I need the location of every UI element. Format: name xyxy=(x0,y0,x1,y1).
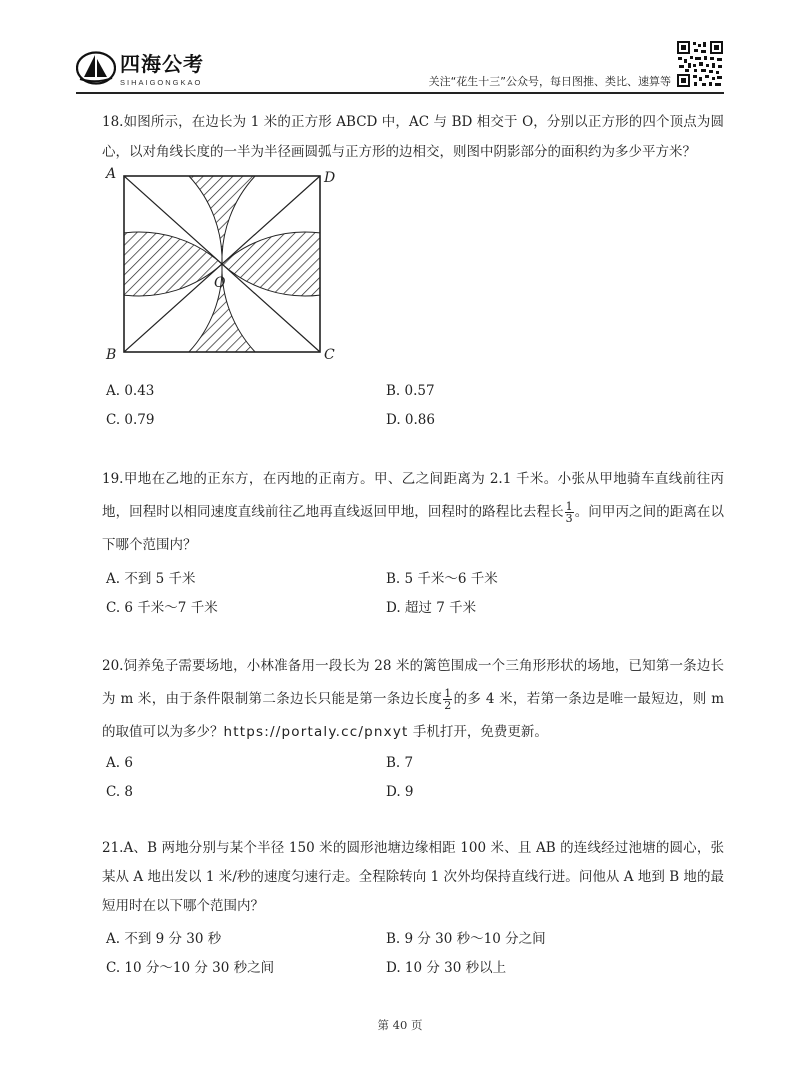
question-18 xyxy=(102,107,724,167)
option-c[interactable]: C. 0.79 xyxy=(106,411,155,428)
brand-pinyin: SIHAIGONGKAO xyxy=(120,78,203,87)
option-a[interactable]: A. 0.43 xyxy=(106,382,155,399)
option-b[interactable]: B. 0.57 xyxy=(386,382,435,399)
square-arcs-figure xyxy=(104,166,336,366)
page-number: 第 40 页 xyxy=(377,1018,423,1032)
question-number: 19. xyxy=(102,471,124,487)
fraction: $\frac{1}{2}$ xyxy=(444,687,452,712)
question-text-cont: 的多 4 米，若第一条边是唯一最短边，则 m 的取值可以为多少？ xyxy=(102,691,725,740)
option-a[interactable]: A. 不到 9 分 30 秒 xyxy=(106,930,222,947)
option-c[interactable]: C. 6 千米～7 千米 xyxy=(106,599,218,616)
option-c[interactable]: C. 10 分～10 分 30 秒之间 xyxy=(106,959,275,976)
label-b: B xyxy=(106,347,117,363)
header-slogan: 关注“花生十三”公众号，每日图推、类比、速算等 xyxy=(428,75,671,88)
option-d[interactable]: D. 10 分 30 秒以上 xyxy=(386,959,507,976)
qr-code-icon xyxy=(676,40,724,88)
options-19 xyxy=(106,562,666,620)
option-d[interactable]: D. 超过 7 千米 xyxy=(386,599,477,616)
question-number: 21. xyxy=(102,840,124,856)
brand-logo xyxy=(76,48,204,87)
option-a[interactable]: A. 6 xyxy=(106,754,133,771)
option-b[interactable]: B. 7 xyxy=(386,754,414,771)
label-c: C xyxy=(324,347,335,363)
options-20 xyxy=(106,748,666,806)
option-b[interactable]: B. 9 分 30 秒～10 分之间 xyxy=(386,930,546,947)
update-link[interactable]: https://portaly.cc/pnxyt xyxy=(223,724,409,740)
question-text: A、B 两地分别与某个半径 150 米的圆形池塘边缘相距 100 米、且 AB 的连线经过池塘的圆心，张某从 A 地出发以 1 米/秒的速度匀速行走。全程除转向 1 次外均保持直线行进。问他从 A 地到 B 地的最短用时在以下哪个范围内？ xyxy=(102,840,724,914)
question-text-cont: 。问甲丙之间的距离在以下哪个范围内？ xyxy=(102,504,725,553)
question-text: 甲地在乙地的正东方，在丙地的正南方。甲、乙之间距离为 2.1 千米。小张从甲地骑车直线前往丙地，回程时以相同速度直线前往乙地再直线返回甲地，回程时的路程比去程长 xyxy=(102,471,724,520)
label-d: D xyxy=(324,170,336,186)
question-number: 18. xyxy=(102,114,124,130)
option-c[interactable]: C. 8 xyxy=(106,783,134,800)
option-d[interactable]: D. 9 xyxy=(386,783,414,800)
question-text: 如图所示，在边长为 1 米的正方形 ABCD 中，AC 与 BD 相交于 O，分别以正方形的四个顶点为圆心，以对角线长度的一半为半径画圆弧与正方形的边相交，则图中阴影部分的面积约为多少平方米？ xyxy=(102,114,724,160)
label-a: A xyxy=(106,166,117,182)
option-a[interactable]: A. 不到 5 千米 xyxy=(106,570,196,587)
shaded-petal-left xyxy=(124,232,222,296)
options-18 xyxy=(106,376,666,434)
link-note: 手机打开，免费更新。 xyxy=(408,724,548,740)
option-d[interactable]: D. 0.86 xyxy=(386,411,435,428)
brand-name: 四海公考 xyxy=(120,52,204,76)
question-19 xyxy=(102,463,724,562)
question-20 xyxy=(102,650,724,749)
page-header xyxy=(0,0,800,98)
shaded-petal-right xyxy=(222,232,320,296)
question-21 xyxy=(102,834,724,921)
options-21 xyxy=(106,922,666,980)
question-text: 饲养兔子需要场地，小林准备用一段长为 28 米的篱笆围成一个三角形形状的场地，已知第一条边长为 m 米，由于条件限制第二条边长只能是第一条边长度 xyxy=(102,658,724,707)
question-number: 20. xyxy=(102,658,124,674)
sailboat-logo-icon xyxy=(76,51,116,85)
header-divider xyxy=(76,92,724,94)
fraction: $\frac{1}{3}$ xyxy=(565,500,573,525)
label-o: O xyxy=(214,275,226,291)
option-b[interactable]: B. 5 千米～6 千米 xyxy=(386,570,498,587)
